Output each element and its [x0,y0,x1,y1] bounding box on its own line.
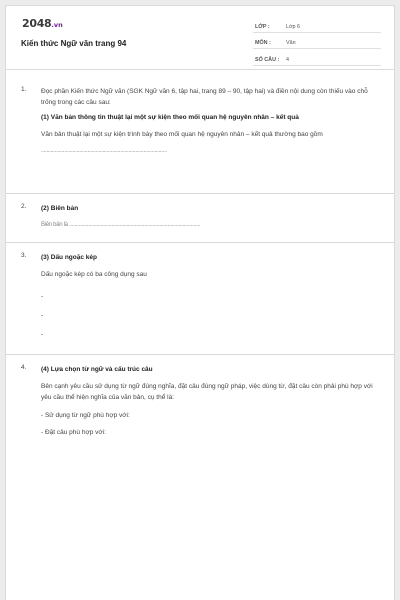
answer-line[interactable]: - Đặt câu phù hợp với: [41,429,106,436]
question-body [41,86,381,157]
bullet-line[interactable]: - [41,312,44,319]
worksheet-meta [253,18,381,68]
question-number: 2. [21,203,27,210]
meta-value: 4 [286,56,289,63]
question-heading: (1) Văn bản thông tin thuật lại một sự kiện theo mối quan hệ nguyên nhân – kết quả [41,114,299,121]
divider [6,242,394,243]
page-title: Kiến thức Ngữ văn trang 94 [21,39,127,48]
meta-row-subject [253,35,381,50]
question-heading: (3) Dấu ngoặc kép [41,254,97,261]
question-heading: (2) Biên bản [41,205,79,212]
bullet-line[interactable]: - [41,293,44,300]
answer-line[interactable]: - Sử dụng từ ngữ phù hợp với: [41,412,130,419]
question-text: Văn bản thuật lại một sự kiện trình bày theo mối quan hệ nguyên nhân – kết quả thường bao gồm [41,131,323,138]
answer-blank[interactable]: ............................................................................................ [41,148,167,154]
worksheet-page [5,5,395,600]
bullet-line[interactable]: - [41,331,44,338]
question-body [41,203,381,231]
question-intro: Đọc phần Kiến thức Ngữ văn (SGK Ngữ văn 6, tập hai, trang 89 – 90, tập hai) và điền nội dung còn thiếu vào chỗ trống trong các câu sau: [41,88,368,106]
question-body [41,364,381,438]
question-number: 3. [21,252,27,259]
meta-value: Lớp 6 [286,23,301,30]
meta-row-grade [253,18,381,33]
meta-label: SỐ CÂU : [255,56,280,63]
question-number: 1. [21,86,27,93]
question-text: Bên cạnh yêu cầu sử dụng từ ngữ đúng nghĩa, đặt câu đúng ngữ pháp, việc dùng từ, đặt câu còn phải phù hợp với yêu cầu thể hiện nghĩa của văn bản, cụ thể là: [41,383,373,401]
question-text: Dấu ngoặc kép có ba công dụng sau [41,271,147,278]
meta-value: Văn [286,40,296,46]
site-logo[interactable] [22,18,63,31]
divider [6,354,394,355]
worksheet-header [6,6,394,70]
meta-label: LỚP : [255,23,270,30]
logo-tld: .vn [51,21,63,29]
question-body [41,252,381,340]
divider [6,193,394,194]
question-text[interactable]: Biên bản là ................................................................................................ [41,222,201,228]
meta-row-count [253,51,381,66]
logo-number: 2048 [22,17,52,30]
question-number: 4. [21,364,27,371]
meta-label: MÔN : [255,40,271,46]
question-heading: (4) Lựa chọn từ ngữ và cấu trúc câu [41,366,153,373]
